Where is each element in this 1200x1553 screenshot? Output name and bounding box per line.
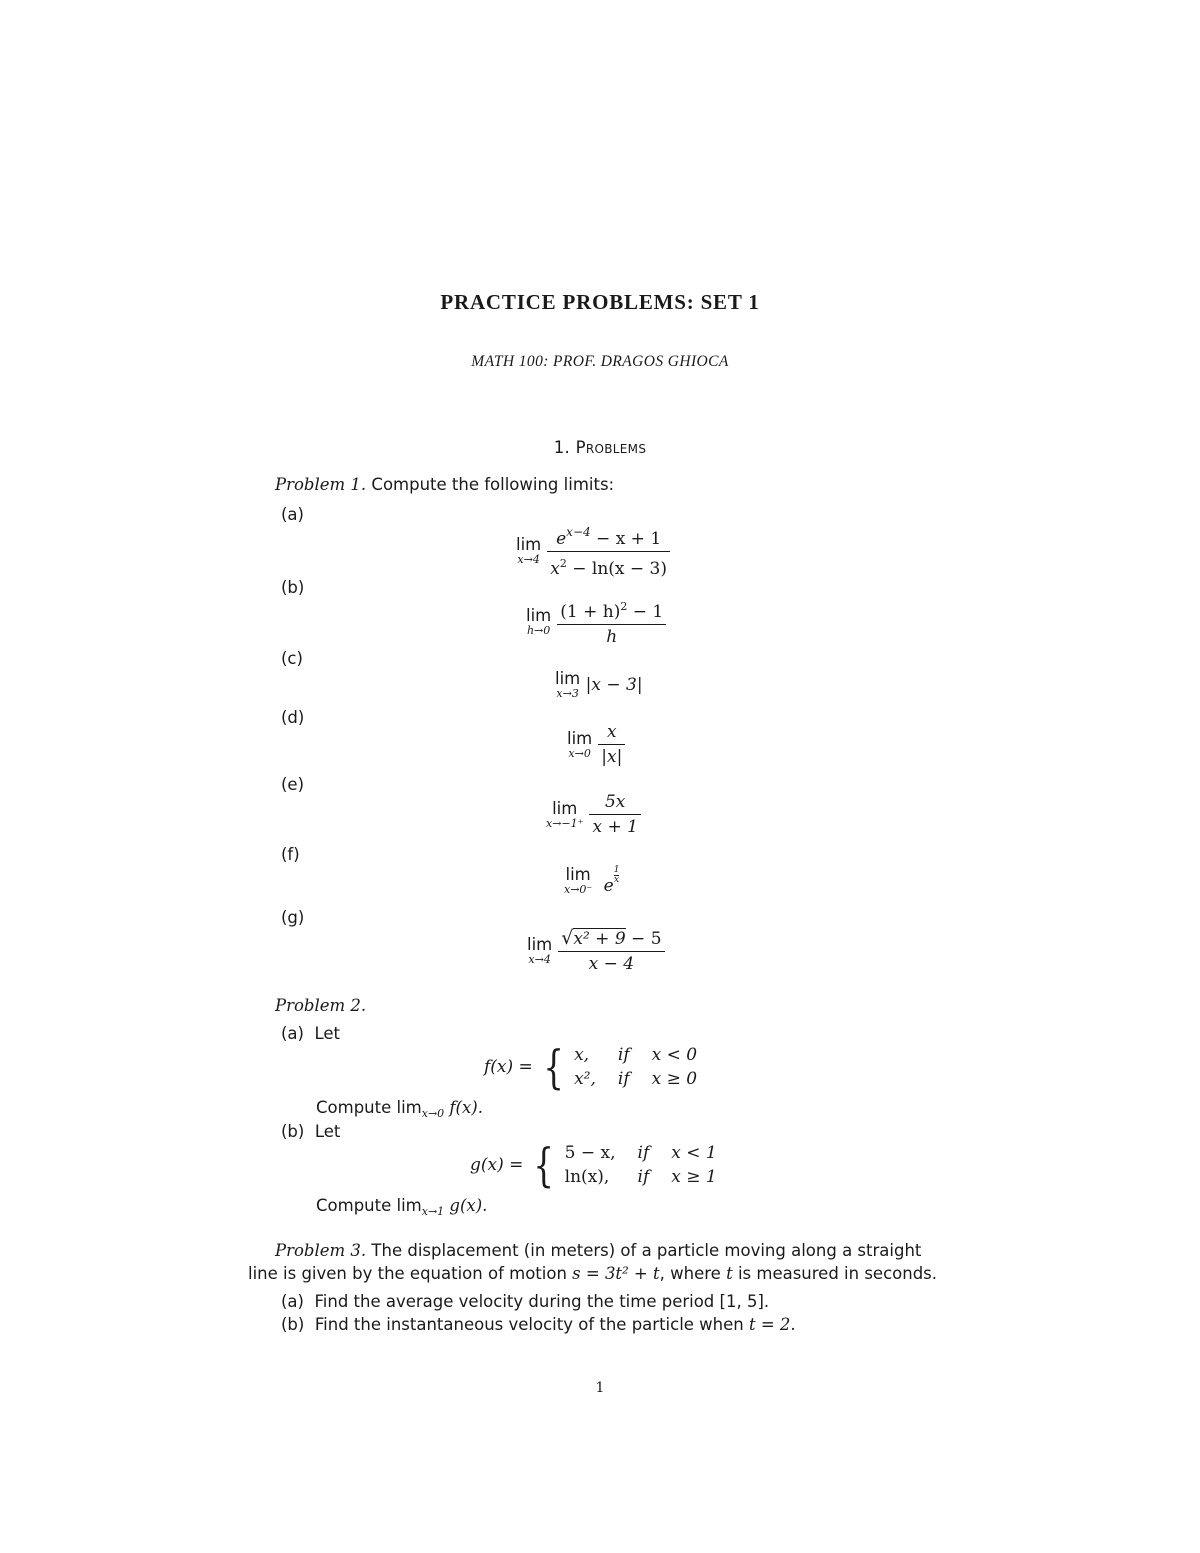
problem-1-part-a-label: (a)	[281, 505, 304, 524]
problem-1-part-f-expression: lim x→0⁻ e $\frac{1}{x}$	[564, 865, 620, 896]
problem-3-part-b: (b) Find the instantaneous velocity of the particle when t = 2.	[281, 1315, 796, 1334]
section-number: 1.	[553, 438, 571, 457]
problem-3-part-a: (a) Find the average velocity during the time period [1, 5].	[281, 1292, 770, 1311]
problem-1-part-b-expression: lim h→0 $\frac{(1 + h)^2 - 1}{h}$	[526, 597, 666, 647]
problem-1-part-e-label: (e)	[281, 775, 305, 794]
problem-1-part-a-expression: lim x→4 $\frac{e^{x-4} - x + 1}{x^2 - \ln(x - 3)}$	[516, 522, 670, 579]
problem-2-heading	[275, 996, 366, 1015]
problem-1-part-c-label: (c)	[281, 649, 303, 668]
problem-1-part-g-label: (g)	[281, 908, 305, 927]
problem-1-part-f-label: (f)	[281, 845, 300, 864]
problem-1-part-g-expression: lim x→4 $\frac{\text{√x² + 9 − 5}}{x - 4}$	[527, 928, 665, 974]
problem-2-part-a-compute: Compute $\lim_{x\to 0} f(x)$.	[316, 1098, 483, 1120]
problem-2-label: Problem 2.	[275, 996, 367, 1015]
problem-1-part-e-expression: lim x→−1⁺ $\frac{5x}{x + 1}$	[546, 792, 641, 837]
problem-2-part-b-piecewise: g(x) = { 5 − x, if x < 1 ln(x), if x ≥ 1	[470, 1138, 717, 1192]
section-heading	[0, 438, 1200, 457]
document-title: PRACTICE PROBLEMS: SET 1	[440, 290, 760, 314]
problem-1-heading	[275, 475, 614, 494]
problem-1-part-b-label: (b)	[281, 578, 305, 597]
problem-3-line-2: line is given by the equation of motion s = 3t² + t, where t is measured in seconds.	[248, 1264, 938, 1283]
problem-1-part-d-label: (d)	[281, 708, 305, 727]
problem-2-part-a-piecewise: f(x) = { x, if x < 0 x², if x ≥ 0	[484, 1040, 698, 1094]
problem-1-part-d-expression: lim x→0 $\frac{x}{|x|}$	[567, 722, 625, 767]
problem-2-part-b-compute: Compute $\lim_{x\to 1} g(x)$.	[316, 1196, 488, 1218]
page-number: 1	[595, 1380, 605, 1396]
problem-1-label: Problem 1.	[275, 475, 367, 494]
problem-2-part-a-intro: (a) Let	[281, 1024, 341, 1043]
section-title: Problems	[575, 438, 647, 457]
problem-1-part-c-expression: lim x→3 |x − 3|	[555, 669, 643, 700]
problem-3-line-1: Problem 3. The displacement (in meters) of a particle moving along a straight	[275, 1241, 922, 1260]
document-subtitle: MATH 100: PROF. DRAGOS GHIOCA	[471, 353, 729, 370]
problem-1-text: Compute the following limits:	[371, 475, 615, 494]
problem-2-part-b-intro: (b) Let	[281, 1122, 341, 1141]
problem-3-label: Problem 3.	[275, 1241, 367, 1260]
